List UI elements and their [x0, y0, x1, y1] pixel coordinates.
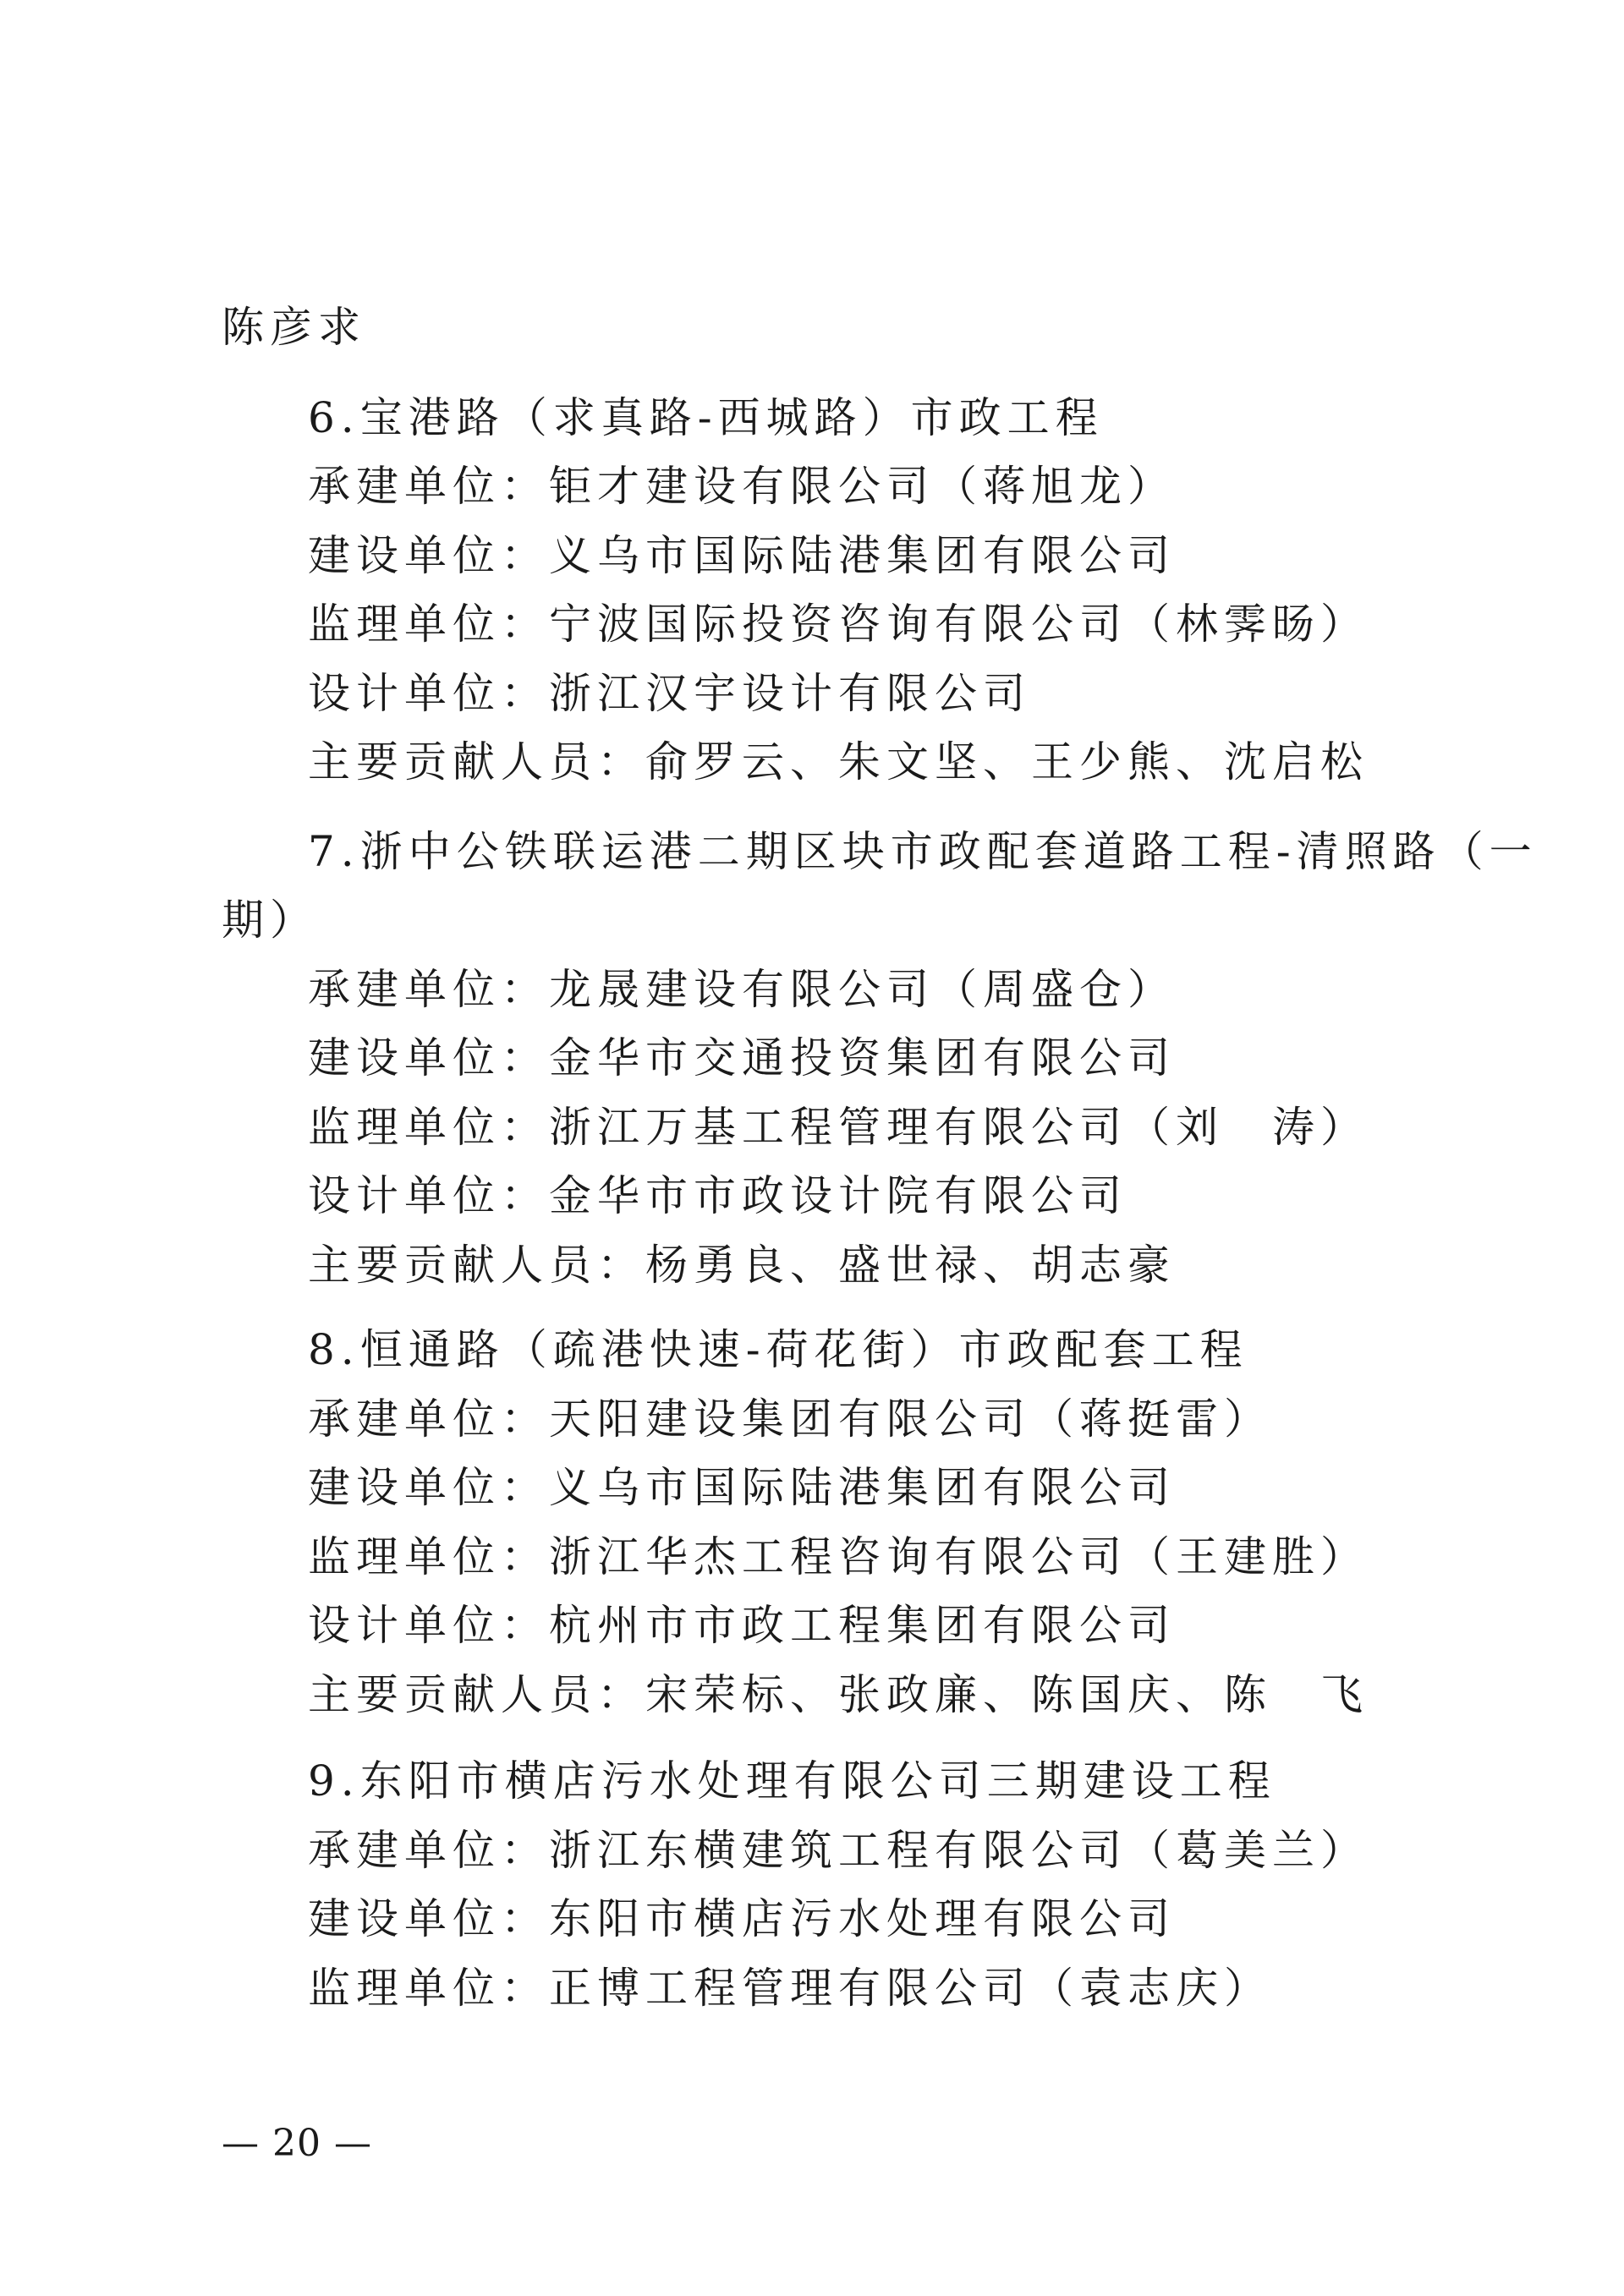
project-9-contractor: 承建单位：浙江东横建筑工程有限公司（葛美兰）	[308, 1826, 1369, 1875]
continued-name: 陈彦求	[222, 303, 366, 352]
project-7-designer: 设计单位：金华市市政设计院有限公司	[308, 1171, 1127, 1220]
project-8-contributors: 主要贡献人员：宋荣标、张政廉、陈国庆、陈 飞	[308, 1670, 1369, 1719]
project-8-supervisor: 监理单位：浙江华杰工程咨询有限公司（王建胜）	[308, 1532, 1369, 1581]
project-8-owner: 建设单位：义乌市国际陆港集团有限公司	[308, 1463, 1176, 1512]
project-7-title: 7.浙中公铁联运港二期区块市政配套道路工程-清照路（一	[308, 827, 1538, 876]
project-6-title: 6.宝港路（求真路-西城路）市政工程	[308, 393, 1104, 442]
project-6-designer: 设计单位：浙江汉宇设计有限公司	[308, 669, 1031, 718]
project-8-title: 8.恒通路（疏港快速-荷花街）市政配套工程	[308, 1325, 1248, 1374]
project-7-supervisor: 监理单位：浙江万基工程管理有限公司（刘 涛）	[308, 1103, 1369, 1152]
page-number: — 20 —	[222, 2122, 372, 2165]
project-7-title-continued: 期）	[222, 896, 318, 945]
project-8-contractor: 承建单位：天阳建设集团有限公司（蒋挺雷）	[308, 1395, 1272, 1444]
project-9-owner: 建设单位：东阳市横店污水处理有限公司	[308, 1894, 1176, 1943]
project-6-contractor: 承建单位：钜才建设有限公司（蒋旭龙）	[308, 462, 1176, 511]
project-9-title: 9.东阳市横店污水处理有限公司三期建设工程	[308, 1756, 1276, 1806]
project-9-supervisor: 监理单位：正博工程管理有限公司（袁志庆）	[308, 1964, 1272, 2013]
project-8-designer: 设计单位：杭州市市政工程集团有限公司	[308, 1601, 1176, 1650]
project-7-contractor: 承建单位：龙晟建设有限公司（周盛仓）	[308, 965, 1176, 1014]
project-6-contributors: 主要贡献人员：俞罗云、朱文坚、王少熊、沈启松	[308, 737, 1369, 786]
project-7-owner: 建设单位：金华市交通投资集团有限公司	[308, 1033, 1176, 1082]
project-6-owner: 建设单位：义乌市国际陆港集团有限公司	[308, 531, 1176, 580]
project-7-contributors: 主要贡献人员：杨勇良、盛世禄、胡志豪	[308, 1241, 1176, 1290]
project-6-supervisor: 监理单位：宁波国际投资咨询有限公司（林霁旸）	[308, 600, 1369, 649]
